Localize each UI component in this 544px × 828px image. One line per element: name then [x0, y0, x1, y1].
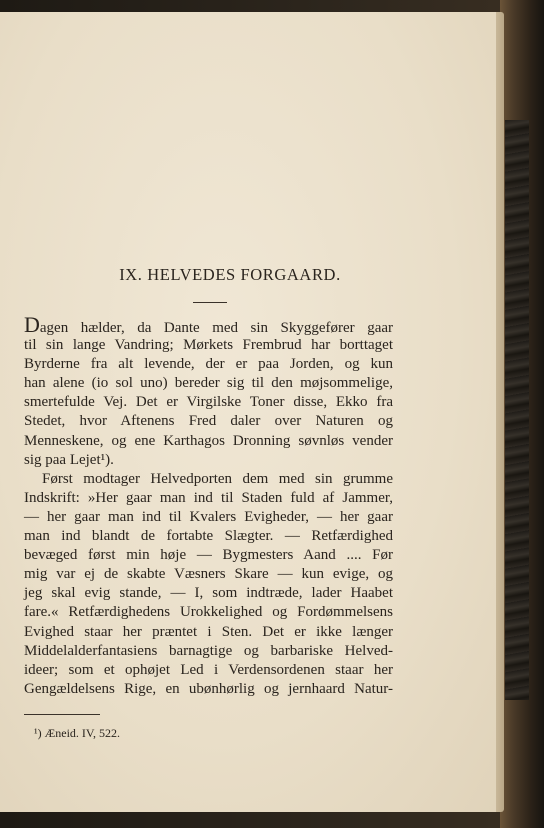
text-line: Evighed staar her præntet i Sten. Det er ikke længer: [24, 623, 393, 640]
text-line: [24, 312, 393, 337]
text-line: Stedet, hvor Aftenens Fred daler over Naturen og: [24, 413, 393, 430]
text-line: til sin lange Vandring; Mørkets Frembrud har borttaget: [24, 337, 393, 354]
text-line: ideer; som et ophøjet Led i Verdensordenen staar her: [24, 661, 393, 678]
body-text: [24, 312, 393, 699]
text-line: smertefulde Vej. Det er Virgilske Toner disse, Ekko fra: [24, 394, 393, 411]
book-page: [0, 12, 496, 812]
paragraph: [24, 470, 393, 699]
initial-letter: D: [24, 312, 40, 337]
chapter-heading: IX. HELVEDES FORGAARD.: [119, 265, 341, 284]
text-line: — her gaar man ind til Kvalers Evigheder, — her gaar: [24, 508, 393, 525]
text-line: Indskrift: »Her gaar man ind til Staden fuld af Jammer,: [24, 489, 393, 506]
text-line: Først modtager Helvedporten dem med sin grumme: [42, 470, 393, 487]
paragraph: [24, 312, 393, 470]
text-line: Menneskene, og ene Karthagos Dronning søvnløs vender: [24, 432, 393, 449]
text-line: jeg skal evig stande, — I, som indtræde, lader Haabet: [24, 585, 393, 602]
text-line: man ind blandt de fortabte Slægter. — Retfærdighed: [24, 528, 393, 545]
text-line: sig paa Lejet¹).: [24, 451, 114, 468]
footnote-rule: [24, 714, 100, 715]
text-line: mig var ej de skabte Væsners Skare — kun evige, og: [24, 566, 393, 583]
text-line: Byrderne fra alt levende, der er paa Jorden, og kun: [24, 356, 393, 373]
text-line: Middelalderfantasiens barnagtige og barbariske Helved-: [24, 642, 393, 659]
text-line: fare.« Retfærdighedens Urokkelighed og Fordømmelsens: [24, 604, 393, 621]
line-text: agen hælder, da Dante med sin Skyggefører gaar: [39, 320, 393, 336]
marbled-cover-edge: [505, 120, 529, 700]
text-line: Gengældelsens Rige, en ubønhørlig og jernhaard Natur-: [24, 680, 393, 697]
text-line: han alene (io sol uno) bereder sig til den møjsommelige,: [24, 375, 393, 392]
footnote: ¹) Æneid. IV, 522.: [34, 726, 121, 740]
heading-rule: [193, 302, 227, 303]
text-line: bevæged først min høje — Bygmesters Aand .... Før: [24, 547, 393, 564]
